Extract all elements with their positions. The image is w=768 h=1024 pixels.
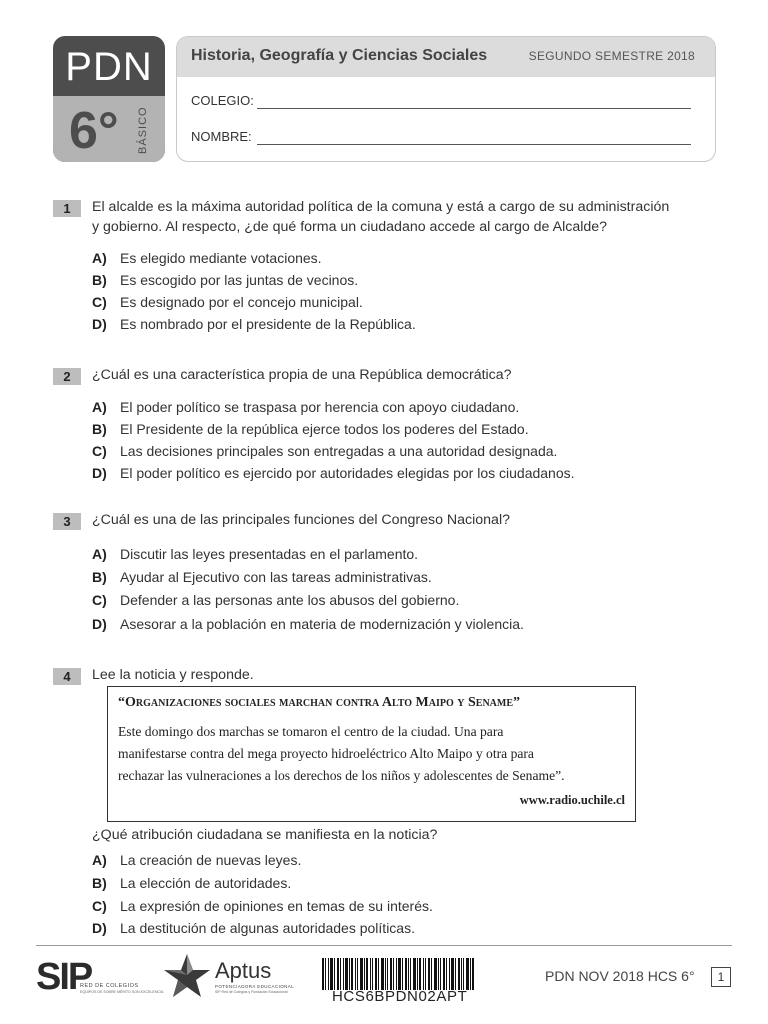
sip-tagline: EQUIPOS DE SOBRE MÉRITO SON EXCELENCIA xyxy=(80,990,164,994)
question-number: 1 xyxy=(53,200,81,217)
option-text: Es designado por el concejo municipal. xyxy=(120,294,363,310)
option-letter: C) xyxy=(92,898,107,914)
answer-option[interactable] xyxy=(92,569,107,587)
news-body xyxy=(118,721,625,787)
option-text: El poder político es ejercido por autoridades elegidas por los ciudadanos. xyxy=(120,465,575,481)
news-body-line: manifestarse contra del mega proyecto hidroeléctrico Alto Maipo y otra para xyxy=(118,746,534,761)
option-letter: B) xyxy=(92,272,107,288)
option-letter: C) xyxy=(92,592,107,608)
option-letter: B) xyxy=(92,569,107,585)
option-text: La expresión de opiniones en temas de su interés. xyxy=(120,898,433,914)
aptus-tagline: SIP Red de Colegios y Fundación Educacional xyxy=(215,990,288,994)
news-body-line: Este domingo dos marchas se tomaron el centro de la ciudad. Una para xyxy=(118,724,504,739)
page-number: 1 xyxy=(711,967,731,987)
header-band xyxy=(177,37,715,77)
option-text: La elección de autoridades. xyxy=(120,875,292,891)
option-text: Asesorar a la población en materia de modernización y violencia. xyxy=(120,616,524,632)
option-text: El poder político se traspasa por herencia con apoyo ciudadano. xyxy=(120,399,520,415)
question-prompt: ¿Qué atribución ciudadana se manifiesta en la noticia? xyxy=(92,827,438,843)
barcode xyxy=(322,958,474,990)
school-field[interactable] xyxy=(257,108,691,109)
question-text: ¿Cuál es una de las principales funciones del Congreso Nacional? xyxy=(92,512,510,528)
question-number: 4 xyxy=(53,668,81,685)
answer-option[interactable] xyxy=(92,272,107,290)
option-letter: D) xyxy=(92,465,107,481)
option-text: Discutir las leyes presentadas en el parlamento. xyxy=(120,546,419,562)
badge-level: BÁSICO xyxy=(137,106,149,154)
question-text: y gobierno. Al respecto, ¿de qué forma un ciudadano accede al cargo de Alcalde? xyxy=(92,219,608,235)
option-text: La creación de nuevas leyes. xyxy=(120,852,302,868)
option-text: Es nombrado por el presidente de la República. xyxy=(120,316,416,332)
answer-option[interactable] xyxy=(92,616,107,634)
star-logo-icon xyxy=(162,953,212,999)
name-label: NOMBRE: xyxy=(191,129,252,144)
name-field[interactable] xyxy=(257,144,691,145)
option-letter: A) xyxy=(92,399,107,415)
school-label: COLEGIO: xyxy=(191,93,254,108)
answer-option[interactable] xyxy=(92,592,107,610)
option-letter: D) xyxy=(92,316,107,332)
option-letter: D) xyxy=(92,616,107,632)
answer-option[interactable] xyxy=(92,316,107,334)
news-body-line: rechazar las vulneraciones a los derechos de los niños y adolescentes de Sename”. xyxy=(118,768,565,783)
option-letter: B) xyxy=(92,421,107,437)
aptus-subtitle: POTENCIADORA EDUCACIONAL xyxy=(215,984,295,989)
answer-option[interactable] xyxy=(92,920,107,938)
option-letter: C) xyxy=(92,294,107,310)
sip-subtitle: RED DE COLEGIOS xyxy=(80,983,139,989)
question-text: Lee la noticia y responde. xyxy=(92,667,254,683)
question-text: El alcalde es la máxima autoridad política de la comuna y está a cargo de su administración xyxy=(92,199,670,215)
semester-label: SEGUNDO SEMESTRE 2018 xyxy=(528,49,695,63)
subject-title: Historia, Geografía y Ciencias Sociales xyxy=(191,47,488,64)
answer-option[interactable] xyxy=(92,399,107,417)
option-letter: D) xyxy=(92,920,107,936)
option-letter: A) xyxy=(92,546,107,562)
sip-logo: SIP xyxy=(36,956,92,998)
option-text: Defender a las personas ante los abusos del gobierno. xyxy=(120,592,460,608)
answer-option[interactable] xyxy=(92,546,107,564)
answer-option[interactable] xyxy=(92,421,107,439)
badge-grade: 6° xyxy=(69,102,119,160)
news-excerpt-box xyxy=(107,686,636,822)
badge-grade-panel xyxy=(53,96,165,162)
option-letter: C) xyxy=(92,443,107,459)
aptus-logo: Aptus xyxy=(215,958,272,983)
answer-option[interactable] xyxy=(92,875,107,893)
answer-option[interactable] xyxy=(92,852,107,870)
option-text: Las decisiones principales son entregadas a una autoridad designada. xyxy=(120,443,558,459)
answer-option[interactable] xyxy=(92,465,107,483)
question-text: ¿Cuál es una característica propia de una República democrática? xyxy=(92,367,512,383)
header-card xyxy=(176,36,716,162)
page-code: PDN NOV 2018 HCS 6° xyxy=(545,968,695,984)
question-number: 3 xyxy=(53,513,81,530)
question-number: 2 xyxy=(53,368,81,385)
option-text: Es escogido por las juntas de vecinos. xyxy=(120,272,359,288)
answer-option[interactable] xyxy=(92,250,107,268)
answer-option[interactable] xyxy=(92,294,107,312)
footer-divider xyxy=(36,945,732,946)
option-letter: B) xyxy=(92,875,107,891)
option-text: El Presidente de la república ejerce todos los poderes del Estado. xyxy=(120,421,529,437)
barcode-text: HCS6BPDN02APT xyxy=(332,988,468,1005)
option-letter: A) xyxy=(92,852,107,868)
answer-option[interactable] xyxy=(92,898,107,916)
option-letter: A) xyxy=(92,250,107,266)
news-title: “Organizaciones sociales marchan contra Alto Maipo y Sename” xyxy=(118,695,520,710)
news-source: www.radio.uchile.cl xyxy=(519,793,625,807)
grade-badge xyxy=(53,36,165,162)
option-text: Ayudar al Ejecutivo con las tareas administrativas. xyxy=(120,569,432,585)
option-text: Es elegido mediante votaciones. xyxy=(120,250,322,266)
badge-program: PDN xyxy=(65,45,153,89)
answer-option[interactable] xyxy=(92,443,107,461)
option-text: La destitución de algunas autoridades políticas. xyxy=(120,920,415,936)
